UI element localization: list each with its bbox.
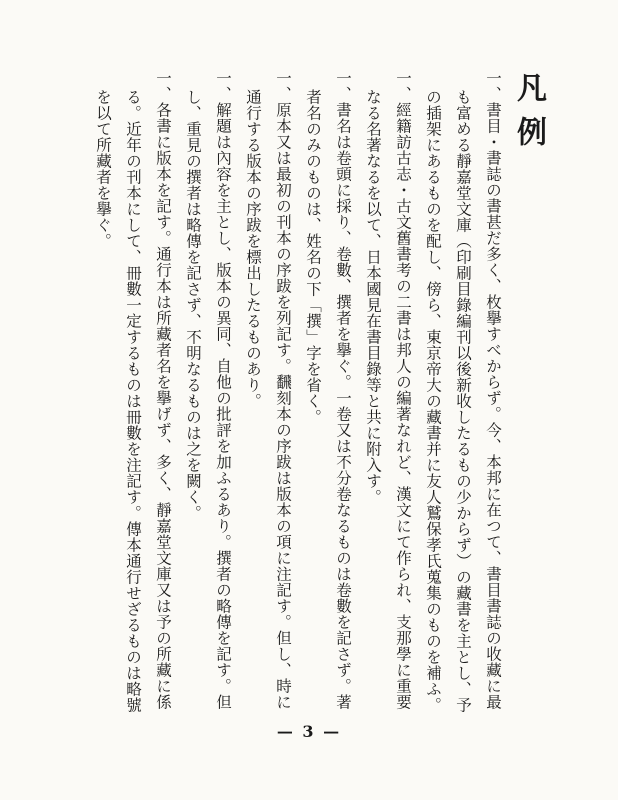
note-entry-6: 一、各書に版本を記す。通行本は所藏者名を擧げず、多く、靜嘉堂文庫又は予の所藏に係る。近年の刊本にして、冊數一定するものは冊數を注記す。傳本通行せざるものは略號を以て所藏者を擧ぐ。 (94, 70, 172, 713)
page-title: 凡例 (511, 72, 546, 160)
note-entry-4: 一、原本又は最初の刊本の序跋を列記す。飜刻本の序跋は版本の項に注記す。但し、時に通行する版本の序跋を標出したるものあり。 (244, 70, 292, 710)
explanatory-notes-body (48, 70, 508, 720)
note-entry-3: 一、書名は卷頭に採り、卷數、撰者を擧ぐ。一卷又は不分卷なるものは卷數を記さず。著者名のみのものは、姓名の下「撰」字を省く。 (304, 70, 352, 710)
note-entry-1: 一、書目・書誌の書甚だ多く、枚擧すべからず。今、本邦に在つて、書目書誌の收藏に最も富める靜嘉堂文庫（印刷目錄編刊以後新收したるもの少からず）の藏書を主とし、予の插架にあるものを配し、傍ら、東京帝大の藏書并に友人鷲保孝氏蒐集のものを補ふ。 (424, 70, 502, 713)
note-entry-2: 一、經籍訪古志・古文舊書考の二書は邦人の編著なれど、漢文にて作られ、支那學に重要なる名著なるを以て、日本國見在書目錄等と共に附入す。 (364, 70, 412, 710)
note-entry-5: 一、解題は內容を主とし、版本の異同、自他の批評を加ふるあり。撰者の略傳を記す。但し、重見の撰者は略傳を記さず、不明なるものは之を闕く。 (184, 70, 232, 710)
page-number: — 3 — (276, 722, 342, 741)
